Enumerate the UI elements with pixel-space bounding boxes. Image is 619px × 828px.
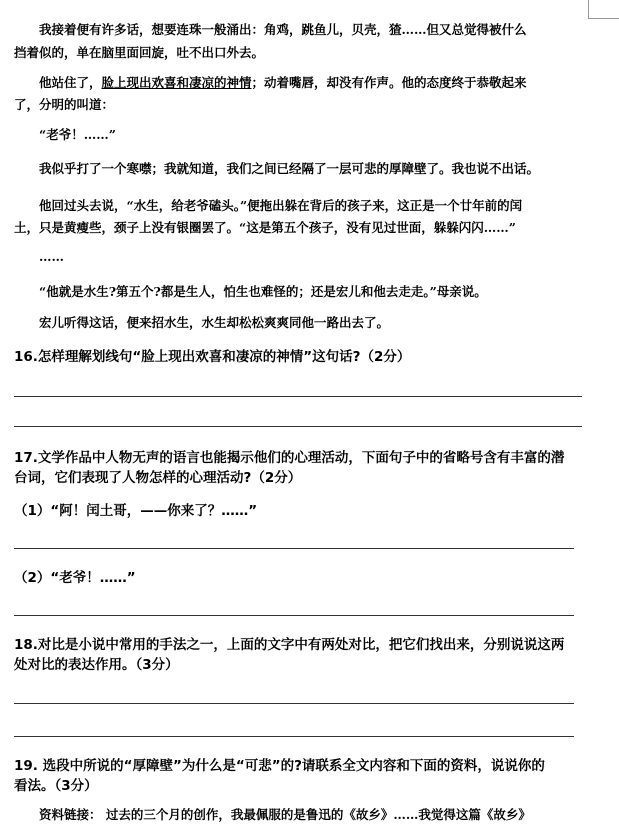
question-19-line2: 看法。（3分） (14, 778, 98, 794)
answer-line-17-1[interactable] (14, 548, 574, 549)
passage-p7: “他就是水生?第五个?都是生人，怕生也难怪的；还是宏儿和他去走走。”母亲说。 (39, 284, 487, 299)
answer-line-17-2[interactable] (14, 615, 574, 616)
passage-p2-after: ；动着嘴唇，却没有作声。他的态度终于恭敬起来 (251, 75, 527, 90)
passage-p2-line2: 了，分明的叫道： (14, 97, 115, 112)
question-18-line2: 处对比的表达作用。（3分） (14, 657, 179, 673)
question-19-line1: 19. 选段中所说的“厚障壁”为什么是“可悲”的?请联系全文内容和下面的资料，说说你的 (14, 758, 545, 774)
answer-line-16-1[interactable] (14, 396, 582, 397)
question-17-item1: （1）“阿！闰土哥，——你来了？……” (14, 503, 258, 519)
passage-p1-line1: 我接着便有许多话，想要连珠一般涌出：角鸡，跳鱼儿，贝壳，猹……但又总觉得被什么 (39, 22, 527, 37)
passage-p2-before: 他站住了， (39, 75, 102, 90)
question-17-line1: 17.文学作品中人物无声的语言也能揭示他们的心理活动，下面句子中的省略号含有丰富的潜 (14, 450, 565, 466)
passage-p8: 宏儿听得这话，便来招水生，水生却松松爽爽同他一路出去了。 (39, 315, 390, 330)
answer-line-18-1[interactable] (14, 703, 574, 704)
material-link: 资料链接： 过去的三个月的创作，我最佩服的是鲁迅的《故乡》……我觉得这篇《故乡》 (39, 807, 531, 822)
passage-p1-line2: 挡着似的，单在脑里面回旋，吐不出口外去。 (14, 45, 265, 60)
answer-line-18-2[interactable] (14, 736, 574, 737)
question-17-item2: （2）“老爷！……” (14, 570, 136, 586)
answer-line-16-2[interactable] (14, 426, 582, 427)
question-18-line1: 18.对比是小说中常用的手法之一，上面的文字中有两处对比，把它们找出来，分别说说这两 (14, 637, 565, 653)
passage-p6: …… (39, 249, 64, 264)
question-16: 16.怎样理解划线句“脸上现出欢喜和凄凉的神情”这句话?（2分） (14, 349, 411, 365)
passage-p4: 我似乎打了一个寒噤；我就知道，我们之间已经隔了一层可悲的厚障壁了。我也说不出话。 (39, 161, 540, 176)
passage-p5-line1: 他回过头去说，“水生，给老爷磕头。”便拖出躲在背后的孩子来，这正是一个廿年前的闰 (39, 198, 523, 213)
underlined-sentence: 脸上现出欢喜和凄凉的神情 (101, 75, 252, 90)
passage-p5-line2: 土，只是黄瘦些，颈子上没有银圈罢了。“这是第五个孩子，没有见过世面，躲躲闪闪……” (14, 220, 516, 235)
passage-p3: “老爷！……” (39, 127, 116, 142)
question-17-line2: 台词，它们表现了人物怎样的心理活动?（2分） (14, 470, 302, 486)
